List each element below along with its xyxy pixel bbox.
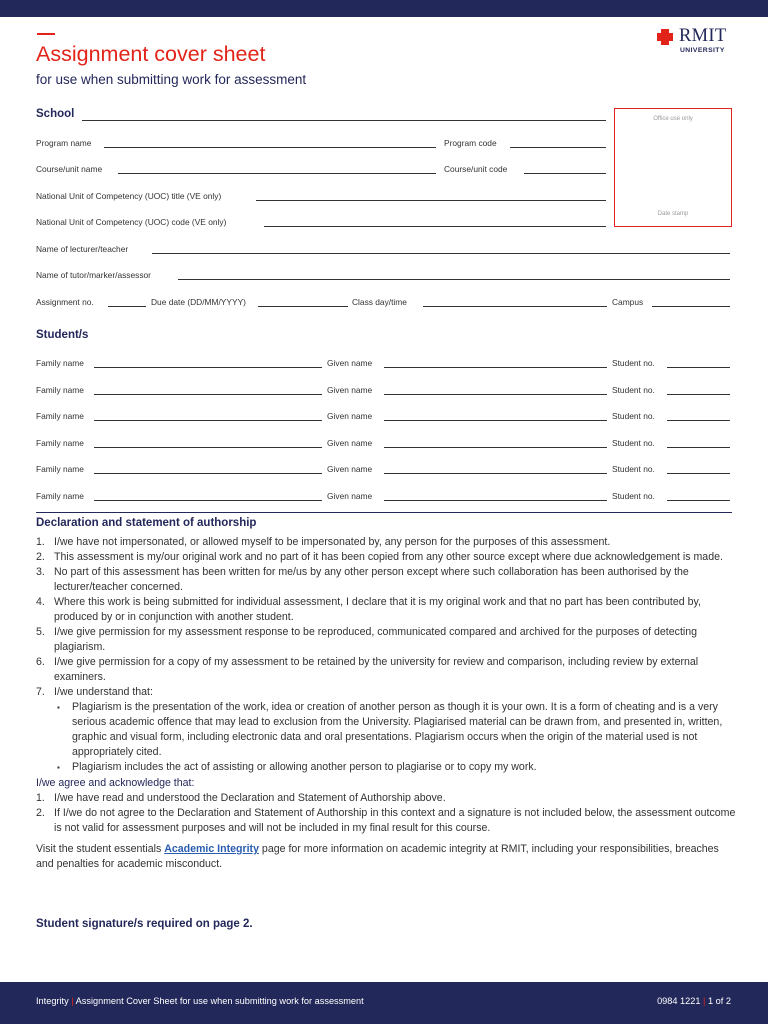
- given-name-label: Given name: [327, 464, 373, 474]
- uoc-code-row: [36, 216, 608, 230]
- class-day-field[interactable]: [423, 306, 607, 307]
- bullet-square-icon: ▪: [57, 703, 60, 712]
- family-name-label: Family name: [36, 411, 84, 421]
- student-no-field[interactable]: [667, 447, 730, 448]
- school-field[interactable]: [82, 120, 606, 121]
- student-no-field[interactable]: [667, 394, 730, 395]
- item-text: I/we understand that:: [54, 686, 153, 698]
- item-number: 1.: [36, 536, 45, 548]
- student-row: [36, 410, 732, 424]
- program-name-label: Program name: [36, 138, 92, 148]
- tutor-field[interactable]: [178, 279, 730, 280]
- agree-list: [36, 791, 736, 836]
- given-name-label: Given name: [327, 438, 373, 448]
- footer: [0, 982, 768, 1024]
- family-name-label: Family name: [36, 464, 84, 474]
- item-number: 3.: [36, 566, 45, 578]
- program-code-field[interactable]: [510, 147, 606, 148]
- declaration-heading: Declaration and statement of authorship: [36, 517, 257, 529]
- due-date-label: Due date (DD/MM/YYYY): [151, 297, 246, 307]
- family-name-label: Family name: [36, 385, 84, 395]
- given-name-label: Given name: [327, 358, 373, 368]
- student-no-field[interactable]: [667, 367, 730, 368]
- top-bar: [0, 0, 768, 17]
- declaration-divider: [36, 512, 732, 513]
- campus-field[interactable]: [652, 306, 730, 307]
- uoc-title-label: National Unit of Competency (UOC) title (VE only): [36, 191, 222, 201]
- student-row: [36, 384, 732, 398]
- plagiarism-bullets: [36, 700, 736, 775]
- declaration-item: [36, 685, 736, 700]
- given-name-label: Given name: [327, 491, 373, 501]
- program-name-field[interactable]: [104, 147, 436, 148]
- declaration-item: [36, 595, 736, 625]
- uoc-code-label: National Unit of Competency (UOC) code (VE only): [36, 217, 227, 227]
- campus-label: Campus: [612, 297, 644, 307]
- agree-item: [36, 806, 736, 836]
- family-name-field[interactable]: [94, 500, 322, 501]
- family-name-label: Family name: [36, 438, 84, 448]
- given-name-field[interactable]: [384, 420, 607, 421]
- given-name-label: Given name: [327, 385, 373, 395]
- item-text: I/we give permission for my assessment response to be reproduced, communicated compared and archived for the purposes of detecting plagiarism.: [54, 626, 698, 653]
- visit-paragraph: [36, 842, 736, 872]
- course-code-field[interactable]: [524, 173, 606, 174]
- family-name-field[interactable]: [94, 447, 322, 448]
- declaration-list: [36, 535, 736, 700]
- family-name-label: Family name: [36, 491, 84, 501]
- office-use-box: [614, 108, 732, 227]
- logo-wordmark: RMIT: [679, 26, 727, 46]
- student-no-label: Student no.: [612, 385, 655, 395]
- item-text: Where this work is being submitted for individual assessment, I declare that it is my original work and that no part has been contributed by, produced by or in conjunction with another student.: [54, 596, 701, 623]
- footer-code: 0984 1221: [657, 996, 701, 1006]
- family-name-field[interactable]: [94, 367, 322, 368]
- signature-note: Student signature/s required on page 2.: [36, 918, 253, 930]
- logo-subtext: UNIVERSITY: [680, 47, 725, 54]
- program-code-label: Program code: [444, 138, 497, 148]
- item-number: 2.: [36, 551, 45, 563]
- item-number: 4.: [36, 596, 45, 608]
- footer-page: 1 of 2: [708, 996, 731, 1006]
- item-text: I/we give permission for a copy of my assessment to be retained by the university for review and comparison, including review by external examiners.: [54, 656, 699, 683]
- student-no-label: Student no.: [612, 438, 655, 448]
- tutor-label: Name of tutor/marker/assessor: [36, 270, 151, 280]
- given-name-label: Given name: [327, 411, 373, 421]
- footer-doc-title: Assignment Cover Sheet for use when submitting work for assessment: [75, 996, 364, 1006]
- due-date-field[interactable]: [258, 306, 348, 307]
- rmit-logo: [655, 27, 739, 59]
- item-text: I/we have read and understood the Declaration and Statement of Authorship above.: [54, 792, 446, 804]
- rmit-pixel-logo-icon: [655, 27, 677, 49]
- bullet-square-icon: ▪: [57, 763, 60, 772]
- item-number: 1.: [36, 792, 45, 804]
- family-name-field[interactable]: [94, 394, 322, 395]
- item-text: I/we have not impersonated, or allowed myself to be impersonated by, any person for the purposes of this assessment.: [54, 536, 611, 548]
- family-name-field[interactable]: [94, 420, 322, 421]
- office-use-label: Office use only: [653, 116, 693, 122]
- lecturer-field[interactable]: [152, 253, 730, 254]
- footer-category: Integrity: [36, 996, 69, 1006]
- family-name-label: Family name: [36, 358, 84, 368]
- family-name-field[interactable]: [94, 473, 322, 474]
- declaration-item: [36, 655, 736, 685]
- item-number: 7.: [36, 686, 45, 698]
- academic-integrity-link[interactable]: Academic Integrity: [164, 843, 259, 855]
- course-row: [36, 163, 608, 177]
- course-code-label: Course/unit code: [444, 164, 508, 174]
- school-heading: School: [36, 108, 75, 120]
- footer-separator-2: |: [700, 996, 708, 1006]
- page-subtitle: for use when submitting work for assessment: [36, 72, 307, 87]
- bullet-text: Plagiarism is the presentation of the work, idea or creation of another person as though it is your own. It is a form of cheating and is a very serious academic offence that may lead to exclusion from the University. Plagiarised material can be drawn from, and presented in, written, graphic and visual form, including electronic data and oral presentations. Plagiarism occurs when the origin of the material used is not appropriately cited.: [72, 701, 723, 758]
- declaration-body: [36, 535, 736, 872]
- assignment-row: [36, 296, 732, 310]
- item-text: If I/we do not agree to the Declaration and Statement of Authorship in this context and a signature is not included below, the assessment outcome is not valid for assessment purposes and will not be included in my final result for this course.: [54, 807, 736, 834]
- program-row: [36, 137, 608, 151]
- bullet-text: Plagiarism includes the act of assisting or allowing another person to plagiarise or to copy my work.: [72, 761, 537, 773]
- uoc-title-row: [36, 190, 608, 204]
- lecturer-label: Name of lecturer/teacher: [36, 244, 129, 254]
- student-row: [36, 437, 732, 451]
- visit-text-after: page for more information on academic integrity at RMIT, including your responsibilities, breaches and penalties for academic misconduct.: [36, 843, 719, 870]
- course-name-field[interactable]: [118, 173, 436, 174]
- item-number: 5.: [36, 626, 45, 638]
- assignment-no-field[interactable]: [108, 306, 146, 307]
- item-number: 2.: [36, 807, 45, 819]
- student-no-label: Student no.: [612, 491, 655, 501]
- student-no-field[interactable]: [667, 473, 730, 474]
- item-text: This assessment is my/our original work and no part of it has been copied from any other source except where due acknowledgement is made.: [54, 551, 723, 563]
- declaration-item: [36, 550, 736, 565]
- declaration-item: [36, 565, 736, 595]
- plagiarism-bullet: [36, 700, 736, 760]
- agree-heading: I/we agree and acknowledge that:: [36, 777, 195, 789]
- agree-item: [36, 791, 736, 806]
- student-no-label: Student no.: [612, 411, 655, 421]
- page-title: Assignment cover sheet: [36, 42, 266, 66]
- title-accent-dash: [37, 33, 55, 35]
- item-text: No part of this assessment has been written for me/us by any other person except where such collaboration has been authorised by the lecturer/teacher concerned.: [54, 566, 689, 593]
- given-name-field[interactable]: [384, 367, 607, 368]
- given-name-field[interactable]: [384, 500, 607, 501]
- plagiarism-bullet: [36, 760, 736, 775]
- student-no-label: Student no.: [612, 464, 655, 474]
- declaration-item: [36, 625, 736, 655]
- item-number: 6.: [36, 656, 45, 668]
- footer-right: [657, 996, 731, 1006]
- student-no-field[interactable]: [667, 420, 730, 421]
- student-row: [36, 463, 732, 477]
- uoc-code-field[interactable]: [264, 226, 606, 227]
- given-name-field[interactable]: [384, 394, 607, 395]
- course-name-label: Course/unit name: [36, 164, 103, 174]
- given-name-field[interactable]: [384, 447, 607, 448]
- student-no-field[interactable]: [667, 500, 730, 501]
- assignment-no-label: Assignment no.: [36, 297, 94, 307]
- lecturer-row: [36, 243, 732, 257]
- uoc-title-field[interactable]: [256, 200, 606, 201]
- student-no-label: Student no.: [612, 358, 655, 368]
- footer-separator: |: [68, 996, 76, 1006]
- declaration-item: [36, 535, 736, 550]
- given-name-field[interactable]: [384, 473, 607, 474]
- visit-text-before: Visit the student essentials: [36, 843, 165, 855]
- class-day-label: Class day/time: [352, 297, 407, 307]
- students-heading: Student/s: [36, 329, 89, 341]
- student-row: [36, 490, 732, 504]
- footer-left: [36, 996, 364, 1006]
- student-row: [36, 357, 732, 371]
- tutor-row: [36, 269, 732, 283]
- date-stamp-label: Date stamp: [657, 211, 689, 217]
